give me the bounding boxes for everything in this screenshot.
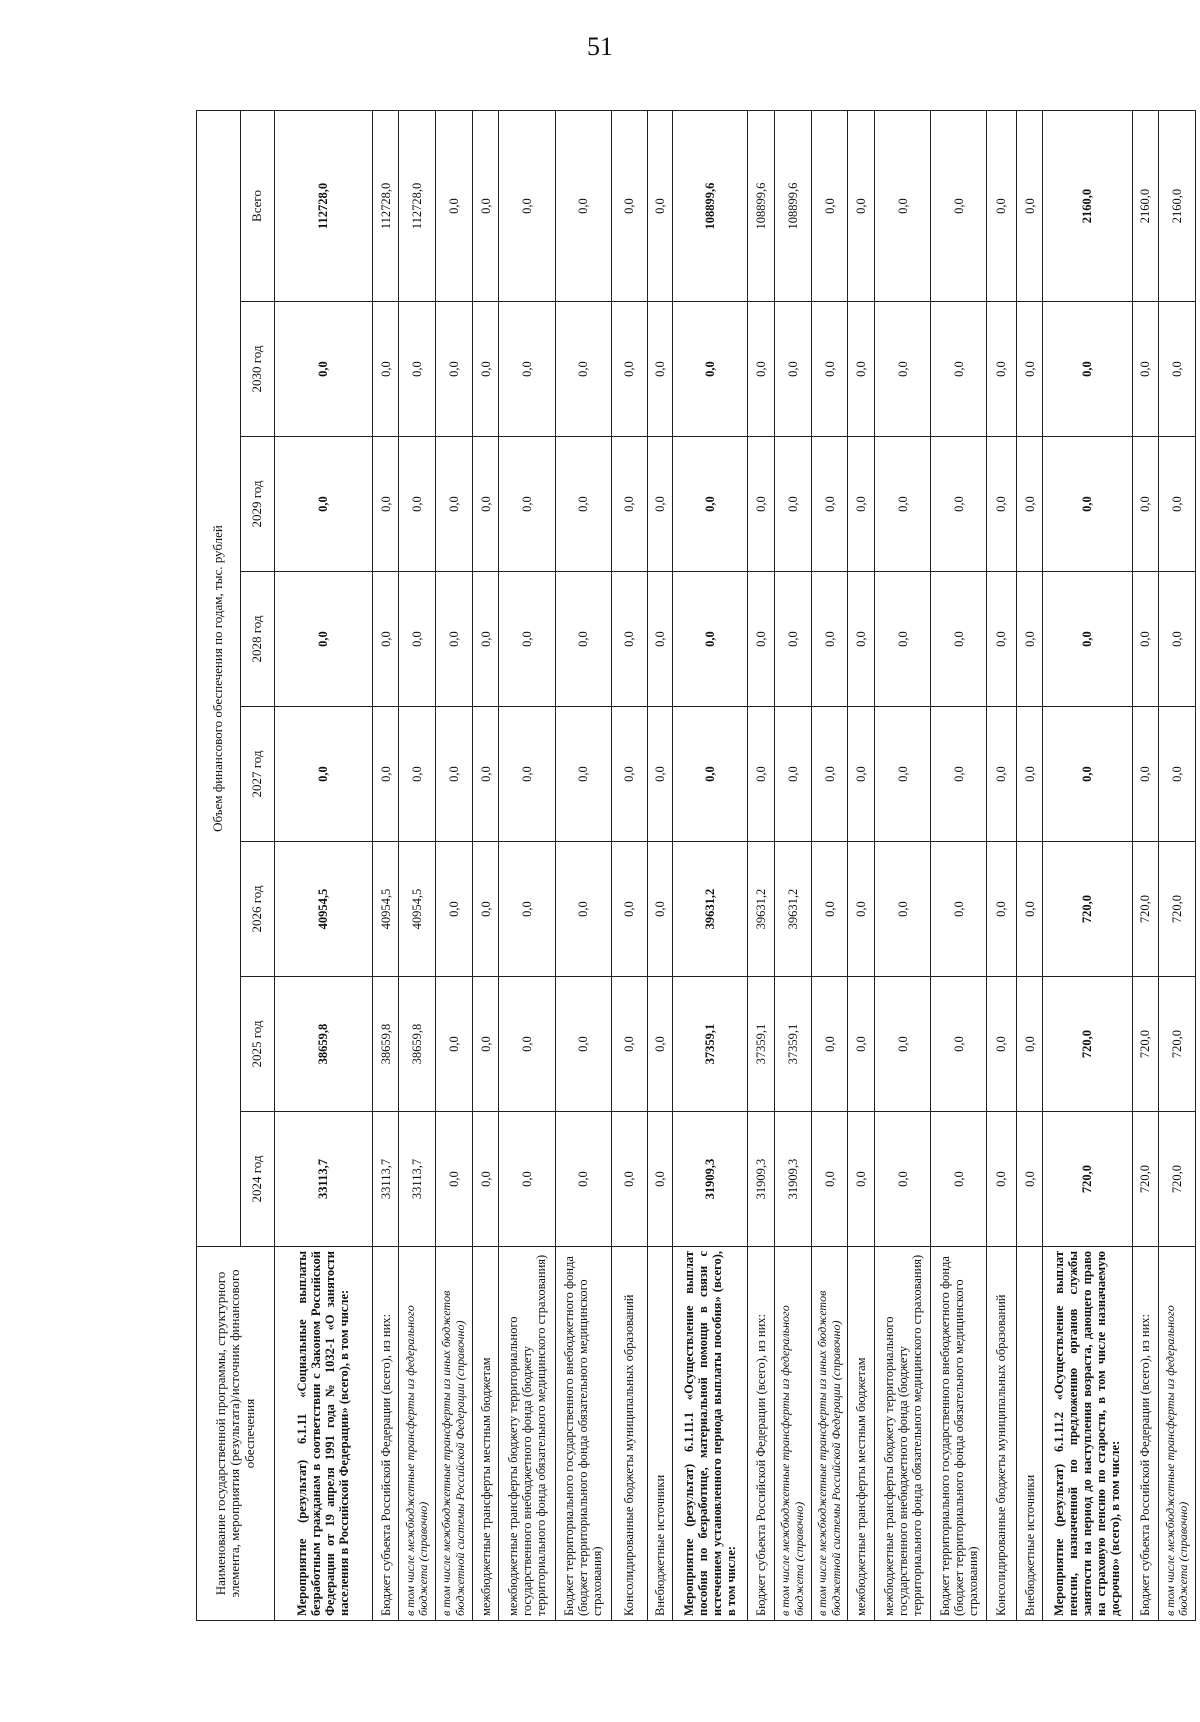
year-value-cell: 0,0 xyxy=(875,1112,931,1247)
row-name-cell: Внебюджетные источники xyxy=(648,1247,672,1621)
table-row xyxy=(555,110,611,1620)
year-value-cell: 0,0 xyxy=(811,572,848,707)
header-year-2025: 2025 год xyxy=(241,977,275,1112)
year-value-cell: 33113,7 xyxy=(372,1112,399,1247)
header-funding-group: Объем финансового обеспечения по годам, тыс. рублей xyxy=(197,110,241,1246)
year-value-cell: 720,0 xyxy=(1043,1112,1132,1247)
year-value-cell: 0,0 xyxy=(472,707,499,842)
table-row xyxy=(748,110,775,1620)
year-value-cell: 0,0 xyxy=(499,977,555,1112)
year-value-cell: 0,0 xyxy=(811,842,848,977)
year-value-cell: 0,0 xyxy=(848,1112,875,1247)
total-value-cell: 0,0 xyxy=(555,110,611,301)
year-value-cell: 0,0 xyxy=(875,302,931,437)
year-value-cell: 0,0 xyxy=(611,437,648,572)
total-value-cell: 112728,0 xyxy=(275,110,373,301)
row-name-cell: Бюджет территориального государственного внебюджетного фонда (бюджет территориального фонда обязательного медицинского страхования) xyxy=(931,1247,987,1621)
year-value-cell: 0,0 xyxy=(1016,842,1043,977)
year-value-cell: 0,0 xyxy=(399,707,436,842)
table-row xyxy=(1159,110,1196,1620)
year-value-cell: 0,0 xyxy=(648,977,672,1112)
row-name-cell: в том числе межбюджетные трансферты из иных бюджетов бюджетной системы Российской Федерации (справочно) xyxy=(436,1247,473,1621)
table-row xyxy=(499,110,555,1620)
year-value-cell: 720,0 xyxy=(1159,1112,1196,1247)
year-value-cell: 0,0 xyxy=(611,842,648,977)
year-value-cell: 0,0 xyxy=(555,302,611,437)
year-value-cell: 0,0 xyxy=(1132,572,1159,707)
total-value-cell: 0,0 xyxy=(987,110,1016,301)
year-value-cell: 38659,8 xyxy=(275,977,373,1112)
year-value-cell: 0,0 xyxy=(1132,707,1159,842)
total-value-cell: 112728,0 xyxy=(399,110,436,301)
year-value-cell: 0,0 xyxy=(875,842,931,977)
total-value-cell: 0,0 xyxy=(472,110,499,301)
year-value-cell: 0,0 xyxy=(875,437,931,572)
total-value-cell: 2160,0 xyxy=(1043,110,1132,301)
year-value-cell: 0,0 xyxy=(848,302,875,437)
table-row xyxy=(875,110,931,1620)
year-value-cell: 0,0 xyxy=(648,707,672,842)
year-value-cell: 0,0 xyxy=(648,437,672,572)
year-value-cell: 0,0 xyxy=(555,977,611,1112)
year-value-cell: 0,0 xyxy=(775,437,812,572)
table-row xyxy=(436,110,473,1620)
year-value-cell: 0,0 xyxy=(399,437,436,572)
year-value-cell: 0,0 xyxy=(931,977,987,1112)
total-value-cell: 0,0 xyxy=(875,110,931,301)
table-row xyxy=(987,110,1016,1620)
financing-table xyxy=(196,110,1196,1621)
row-name-cell: межбюджетные трансферты бюджету территориального государственного внебюджетного фонда (бюджету территориального фонда обязательного медицинского страхования) xyxy=(875,1247,931,1621)
row-name-cell: Мероприятие (результат) 6.1.11.1 «Осуществление выплат пособия по безработице, материальной помощи в связи с истечением установленного периода выплаты пособия» (всего), в том числе: xyxy=(672,1247,748,1621)
row-name-cell: Консолидированные бюджеты муниципальных образований xyxy=(987,1247,1016,1621)
table-row xyxy=(848,110,875,1620)
year-value-cell: 37359,1 xyxy=(775,977,812,1112)
year-value-cell: 0,0 xyxy=(436,302,473,437)
year-value-cell: 0,0 xyxy=(648,1112,672,1247)
year-value-cell: 0,0 xyxy=(811,437,848,572)
year-value-cell: 0,0 xyxy=(275,302,373,437)
year-value-cell: 0,0 xyxy=(987,437,1016,572)
total-value-cell: 0,0 xyxy=(848,110,875,301)
rotated-table-wrapper xyxy=(196,111,1196,1621)
table-body xyxy=(275,110,1196,1620)
total-value-cell: 0,0 xyxy=(931,110,987,301)
year-value-cell: 720,0 xyxy=(1159,977,1196,1112)
year-value-cell: 0,0 xyxy=(987,572,1016,707)
year-value-cell: 720,0 xyxy=(1043,977,1132,1112)
year-value-cell: 0,0 xyxy=(436,977,473,1112)
header-year-2030: 2030 год xyxy=(241,302,275,437)
table-row xyxy=(648,110,672,1620)
year-value-cell: 0,0 xyxy=(399,572,436,707)
year-value-cell: 33113,7 xyxy=(275,1112,373,1247)
table-row xyxy=(1043,110,1132,1620)
row-name-cell: Бюджет субъекта Российской Федерации (всего), из них: xyxy=(748,1247,775,1621)
table-row xyxy=(811,110,848,1620)
row-name-cell: в том числе межбюджетные трансферты из федерального бюджета (справочно) xyxy=(1159,1247,1196,1621)
year-value-cell: 0,0 xyxy=(672,572,748,707)
year-value-cell: 0,0 xyxy=(648,842,672,977)
year-value-cell: 0,0 xyxy=(811,302,848,437)
table-row xyxy=(611,110,648,1620)
row-name-cell: межбюджетные трансферты местным бюджетам xyxy=(848,1247,875,1621)
row-name-cell: Консолидированные бюджеты муниципальных образований xyxy=(611,1247,648,1621)
year-value-cell: 0,0 xyxy=(931,1112,987,1247)
year-value-cell: 0,0 xyxy=(499,302,555,437)
year-value-cell: 33113,7 xyxy=(399,1112,436,1247)
year-value-cell: 0,0 xyxy=(275,572,373,707)
year-value-cell: 0,0 xyxy=(1159,572,1196,707)
year-value-cell: 0,0 xyxy=(1159,707,1196,842)
total-value-cell: 0,0 xyxy=(499,110,555,301)
year-value-cell: 0,0 xyxy=(611,302,648,437)
year-value-cell: 0,0 xyxy=(748,437,775,572)
table-row xyxy=(1132,110,1159,1620)
table-row xyxy=(672,110,748,1620)
year-value-cell: 0,0 xyxy=(1016,1112,1043,1247)
total-value-cell: 108899,6 xyxy=(748,110,775,301)
year-value-cell: 0,0 xyxy=(648,302,672,437)
year-value-cell: 40954,5 xyxy=(372,842,399,977)
table-row xyxy=(931,110,987,1620)
year-value-cell: 38659,8 xyxy=(399,977,436,1112)
total-value-cell: 0,0 xyxy=(611,110,648,301)
row-name-cell: Мероприятие (результат) 6.1.11 «Социальные выплаты безработным гражданам в соответствии с Законом Российской Федерации от 19 апреля 1991 года № 1032-1 «О занятости населения в Российской Федерации» (всего), в том числе: xyxy=(275,1247,373,1621)
year-value-cell: 0,0 xyxy=(848,572,875,707)
table-row xyxy=(275,110,373,1620)
year-value-cell: 0,0 xyxy=(748,302,775,437)
year-value-cell: 0,0 xyxy=(611,572,648,707)
row-name-cell: Внебюджетные источники xyxy=(1016,1247,1043,1621)
year-value-cell: 0,0 xyxy=(811,707,848,842)
year-value-cell: 0,0 xyxy=(1132,302,1159,437)
year-value-cell: 0,0 xyxy=(436,437,473,572)
year-value-cell: 0,0 xyxy=(1159,302,1196,437)
year-value-cell: 0,0 xyxy=(436,1112,473,1247)
year-value-cell: 39631,2 xyxy=(672,842,748,977)
year-value-cell: 0,0 xyxy=(1043,437,1132,572)
header-year-2028: 2028 год xyxy=(241,572,275,707)
total-value-cell: 0,0 xyxy=(436,110,473,301)
year-value-cell: 0,0 xyxy=(1043,572,1132,707)
year-value-cell: 40954,5 xyxy=(399,842,436,977)
year-value-cell: 0,0 xyxy=(399,302,436,437)
year-value-cell: 0,0 xyxy=(275,437,373,572)
year-value-cell: 0,0 xyxy=(931,437,987,572)
year-value-cell: 0,0 xyxy=(931,842,987,977)
row-name-cell: в том числе межбюджетные трансферты из федерального бюджета (справочно) xyxy=(399,1247,436,1621)
year-value-cell: 0,0 xyxy=(775,707,812,842)
total-value-cell: 0,0 xyxy=(811,110,848,301)
year-value-cell: 0,0 xyxy=(611,707,648,842)
year-value-cell: 0,0 xyxy=(748,707,775,842)
year-value-cell: 0,0 xyxy=(472,437,499,572)
year-value-cell: 39631,2 xyxy=(775,842,812,977)
year-value-cell: 0,0 xyxy=(1159,437,1196,572)
page-number: 51 xyxy=(587,32,613,61)
year-value-cell: 31909,3 xyxy=(775,1112,812,1247)
year-value-cell: 0,0 xyxy=(436,572,473,707)
year-value-cell: 0,0 xyxy=(931,572,987,707)
year-value-cell: 0,0 xyxy=(499,1112,555,1247)
year-value-cell: 720,0 xyxy=(1132,977,1159,1112)
year-value-cell: 0,0 xyxy=(775,572,812,707)
total-value-cell: 0,0 xyxy=(1016,110,1043,301)
year-value-cell: 0,0 xyxy=(848,977,875,1112)
row-name-cell: Мероприятие (результат) 6.1.11.2 «Осуществление выплат пенсии, назначенной по предложению органов службы занятости на период до наступления возраста, дающего право на страховую пенсию по старости, в том числе назначаемую досрочно» (всего), в том числе: xyxy=(1043,1247,1132,1621)
year-value-cell: 31909,3 xyxy=(672,1112,748,1247)
header-year-2026: 2026 год xyxy=(241,842,275,977)
year-value-cell: 0,0 xyxy=(275,707,373,842)
year-value-cell: 0,0 xyxy=(987,302,1016,437)
year-value-cell: 0,0 xyxy=(499,572,555,707)
row-name-cell: межбюджетные трансферты бюджету территориального государственного внебюджетного фонда (бюджету территориального фонда обязательного медицинского страхования) xyxy=(499,1247,555,1621)
row-name-cell: в том числе межбюджетные трансферты из иных бюджетов бюджетной системы Российской Федерации (справочно) xyxy=(811,1247,848,1621)
year-value-cell: 0,0 xyxy=(931,707,987,842)
year-value-cell: 0,0 xyxy=(748,572,775,707)
year-value-cell: 0,0 xyxy=(875,707,931,842)
year-value-cell: 37359,1 xyxy=(748,977,775,1112)
year-value-cell: 0,0 xyxy=(1016,977,1043,1112)
year-value-cell: 0,0 xyxy=(372,572,399,707)
year-value-cell: 0,0 xyxy=(499,437,555,572)
year-value-cell: 0,0 xyxy=(811,977,848,1112)
year-value-cell: 0,0 xyxy=(1016,437,1043,572)
year-value-cell: 0,0 xyxy=(672,302,748,437)
year-value-cell: 0,0 xyxy=(672,437,748,572)
year-value-cell: 0,0 xyxy=(499,707,555,842)
header-total: Всего xyxy=(241,110,275,301)
row-name-cell: Бюджет субъекта Российской Федерации (всего), из них: xyxy=(1132,1247,1159,1621)
total-value-cell: 108899,6 xyxy=(775,110,812,301)
year-value-cell: 0,0 xyxy=(672,707,748,842)
year-value-cell: 0,0 xyxy=(472,842,499,977)
row-name-cell: в том числе межбюджетные трансферты из федерального бюджета (справочно) xyxy=(775,1247,812,1621)
year-value-cell: 39631,2 xyxy=(748,842,775,977)
header-year-2027: 2027 год xyxy=(241,707,275,842)
year-value-cell: 0,0 xyxy=(372,437,399,572)
table-row xyxy=(775,110,812,1620)
year-value-cell: 0,0 xyxy=(372,707,399,842)
total-value-cell: 0,0 xyxy=(648,110,672,301)
year-value-cell: 0,0 xyxy=(648,572,672,707)
year-value-cell: 0,0 xyxy=(555,842,611,977)
year-value-cell: 38659,8 xyxy=(372,977,399,1112)
year-value-cell: 0,0 xyxy=(372,302,399,437)
year-value-cell: 0,0 xyxy=(555,572,611,707)
year-value-cell: 720,0 xyxy=(1132,842,1159,977)
year-value-cell: 0,0 xyxy=(436,842,473,977)
year-value-cell: 0,0 xyxy=(931,302,987,437)
year-value-cell: 720,0 xyxy=(1132,1112,1159,1247)
year-value-cell: 0,0 xyxy=(875,572,931,707)
year-value-cell: 0,0 xyxy=(472,977,499,1112)
year-value-cell: 0,0 xyxy=(987,1112,1016,1247)
year-value-cell: 0,0 xyxy=(1043,707,1132,842)
year-value-cell: 0,0 xyxy=(811,1112,848,1247)
total-value-cell: 2160,0 xyxy=(1159,110,1196,301)
year-value-cell: 0,0 xyxy=(875,977,931,1112)
year-value-cell: 0,0 xyxy=(1016,707,1043,842)
year-value-cell: 31909,3 xyxy=(748,1112,775,1247)
header-year-2024: 2024 год xyxy=(241,1112,275,1247)
year-value-cell: 0,0 xyxy=(848,437,875,572)
year-value-cell: 0,0 xyxy=(1043,302,1132,437)
year-value-cell: 0,0 xyxy=(1016,572,1043,707)
year-value-cell: 0,0 xyxy=(987,842,1016,977)
year-value-cell: 0,0 xyxy=(472,572,499,707)
total-value-cell: 112728,0 xyxy=(372,110,399,301)
year-value-cell: 720,0 xyxy=(1159,842,1196,977)
row-name-cell: Бюджет территориального государственного внебюджетного фонда (бюджет территориального фонда обязательного медицинского страхования) xyxy=(555,1247,611,1621)
table-row xyxy=(399,110,436,1620)
year-value-cell: 40954,5 xyxy=(275,842,373,977)
year-value-cell: 0,0 xyxy=(555,437,611,572)
year-value-cell: 720,0 xyxy=(1043,842,1132,977)
year-value-cell: 0,0 xyxy=(1132,437,1159,572)
year-value-cell: 0,0 xyxy=(555,707,611,842)
year-value-cell: 0,0 xyxy=(611,977,648,1112)
year-value-cell: 0,0 xyxy=(472,1112,499,1247)
header-name-column: Наименование государственной программы, структурного элемента, мероприятия (результата)/источник финансового обеспечения xyxy=(197,1247,275,1621)
year-value-cell: 0,0 xyxy=(775,302,812,437)
year-value-cell: 0,0 xyxy=(555,1112,611,1247)
table-row xyxy=(372,110,399,1620)
row-name-cell: Бюджет субъекта Российской Федерации (всего), из них: xyxy=(372,1247,399,1621)
year-value-cell: 0,0 xyxy=(848,707,875,842)
year-value-cell: 0,0 xyxy=(472,302,499,437)
total-value-cell: 2160,0 xyxy=(1132,110,1159,301)
year-value-cell: 0,0 xyxy=(848,842,875,977)
year-value-cell: 0,0 xyxy=(1016,302,1043,437)
total-value-cell: 108899,6 xyxy=(672,110,748,301)
year-value-cell: 0,0 xyxy=(987,707,1016,842)
year-value-cell: 0,0 xyxy=(611,1112,648,1247)
header-year-2029: 2029 год xyxy=(241,437,275,572)
year-value-cell: 0,0 xyxy=(499,842,555,977)
table-row xyxy=(472,110,499,1620)
year-value-cell: 0,0 xyxy=(436,707,473,842)
row-name-cell: межбюджетные трансферты местным бюджетам xyxy=(472,1247,499,1621)
table-row xyxy=(1016,110,1043,1620)
year-value-cell: 37359,1 xyxy=(672,977,748,1112)
year-value-cell: 0,0 xyxy=(987,977,1016,1112)
